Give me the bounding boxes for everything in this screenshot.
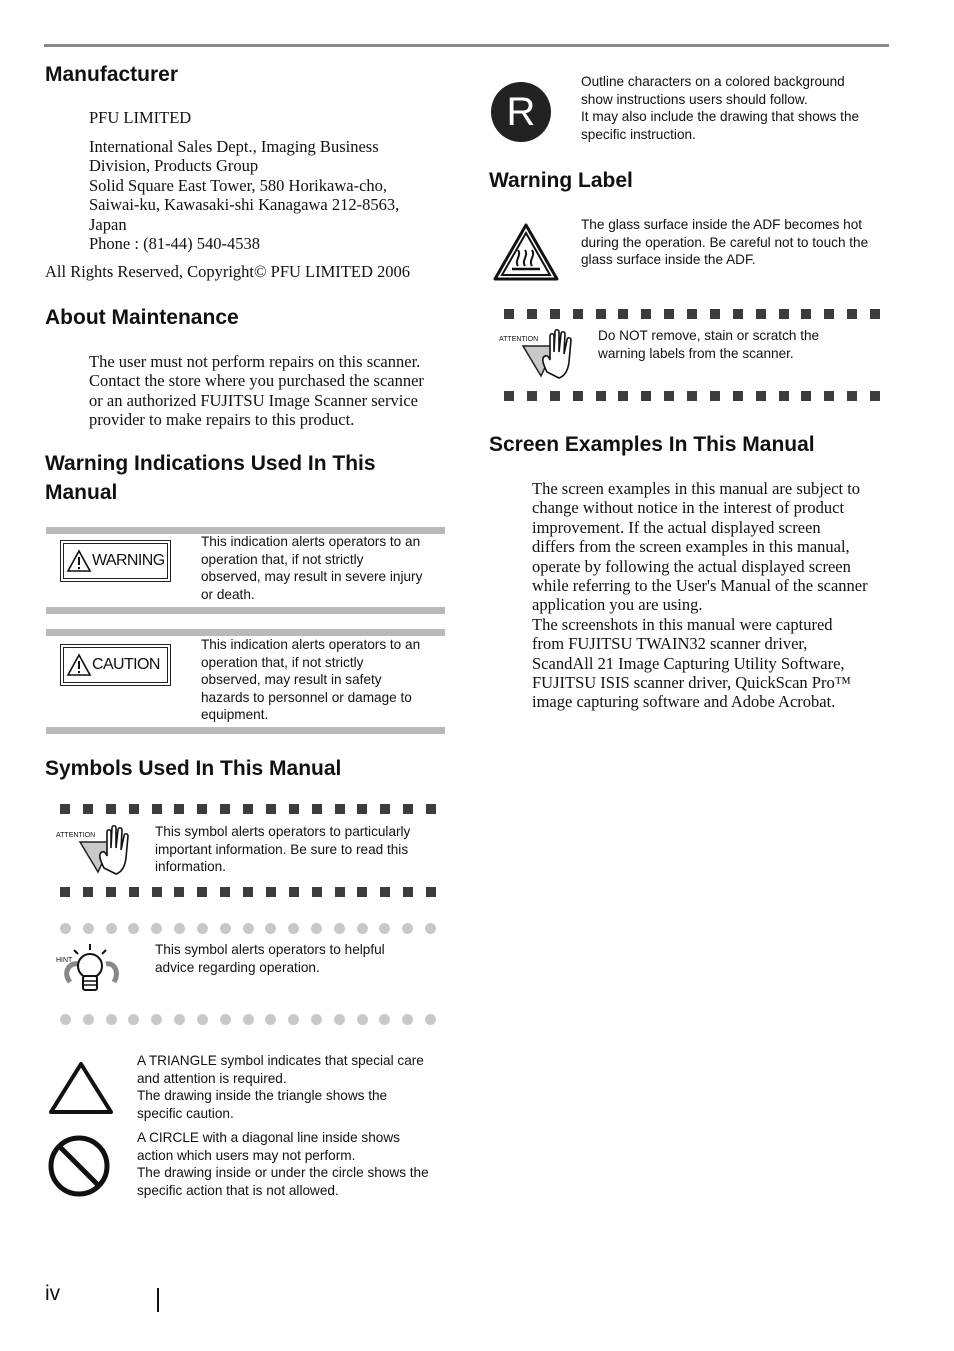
warning-label-heading: Warning Label xyxy=(489,169,633,192)
caution-label-box xyxy=(60,644,171,686)
address-line: International Sales Dept., Imaging Business xyxy=(89,137,379,156)
attention-icon-label: ATTENTION xyxy=(56,832,96,839)
manufacturer-address xyxy=(89,137,399,253)
hint-top-border xyxy=(60,923,436,934)
attention-icon-label: ATTENTION xyxy=(499,336,539,343)
hot-surface-description: The glass surface inside the ADF becomes hot during the operation. Be careful not to touch the glass surface inside the ADF. xyxy=(581,217,869,268)
address-phone: Phone : (81-44) 540-4538 xyxy=(89,234,260,254)
r-symbol-description: Outline characters on a colored background show instructions users should follow. It may also include the drawing that shows the specific instruction. xyxy=(581,74,860,142)
maintenance-line: Contact the store where you purchased the scanner xyxy=(89,371,424,391)
address-line: Saiwai-ku, Kawasaki-shi Kanagawa 212-8563, xyxy=(89,195,400,215)
hint-bottom-border xyxy=(60,1014,436,1025)
maintenance-line: provider to make repairs to this product. xyxy=(89,410,355,430)
company-name: PFU LIMITED xyxy=(89,108,192,127)
warning-bottom-bar xyxy=(46,607,445,614)
symbols-heading: Symbols Used In This Manual xyxy=(45,757,342,780)
caution-label: CAUTION xyxy=(92,656,160,673)
warning-description: This indication alerts operators to an operation that, if not strictly observed, may result in severe injury or death. xyxy=(201,534,423,602)
manufacturer-heading: Manufacturer xyxy=(45,63,179,86)
screen-examples-text: The screen examples in this manual are subject to change without notice in the interest of product improvement. If the actual displayed screen differs from the screen examples in this manual, operate by following the actual displayed screen while referring to the User's Manual of the scanner application you are using. The screenshots in this manual were captured from FUJITSU TWAIN32 scanner driver, ScandAll 21 Image Capturing Utility Software, FUJITSU ISIS scanner driver, QuickScan Pro™ image capturing software and Adobe Acrobat. xyxy=(532,479,868,712)
page-number: iv xyxy=(45,1282,61,1305)
address-line: Japan xyxy=(89,214,127,234)
hint-icon-label: HINT xyxy=(56,957,73,964)
hot-surface-icon xyxy=(492,222,560,282)
circle-description: A CIRCLE with a diagonal line inside shows action which users may not perform. The drawing inside or under the circle shows the specific action that is not allowed. xyxy=(137,1130,429,1198)
top-rule xyxy=(44,44,889,47)
hint-bulb-icon xyxy=(62,942,122,1000)
caution-top-bar xyxy=(46,629,445,636)
label-attention-top-border xyxy=(504,309,880,319)
maintenance-heading: About Maintenance xyxy=(45,306,239,329)
hint-description: This symbol alerts operators to helpful advice regarding operation. xyxy=(155,942,385,975)
copyright: All Rights Reserved, Copyright© PFU LIMITED 2006 xyxy=(45,262,410,281)
triangle-description: A TRIANGLE symbol indicates that special care and attention is required. The drawing inside the triangle shows the specific caution. xyxy=(137,1053,424,1121)
prohibition-icon xyxy=(47,1134,111,1198)
warning-label: WARNING xyxy=(92,552,165,569)
address-line: Solid Square East Tower, 580 Horikawa-cho, xyxy=(89,175,388,195)
attention-hand-icon xyxy=(519,326,579,382)
address-line: Division, Products Group xyxy=(89,156,259,176)
attention-hand-icon xyxy=(76,822,136,878)
caution-description: This indication alerts operators to an operation that, if not strictly observed, may result in safety hazards to personnel or damage to equipment. xyxy=(201,637,421,723)
label-attention-description: Do NOT remove, stain or scratch the warning labels from the scanner. xyxy=(598,328,820,361)
r-instruction-icon: R xyxy=(491,82,551,142)
attention-top-border xyxy=(60,804,436,814)
screen-examples-heading: Screen Examples In This Manual xyxy=(489,433,815,456)
attention-bottom-border xyxy=(60,887,436,897)
maintenance-text xyxy=(89,352,424,430)
warning-triangle-icon xyxy=(66,653,92,677)
label-attention-bottom-border xyxy=(504,391,880,401)
warning-triangle-icon xyxy=(66,549,92,573)
warning-label-box xyxy=(60,540,171,582)
maintenance-line: The user must not perform repairs on this scanner. xyxy=(89,352,421,371)
attention-description: This symbol alerts operators to particularly important information. Be sure to read this information. xyxy=(155,824,411,875)
maintenance-line: or an authorized FUJITSU Image Scanner service xyxy=(89,390,418,410)
footer-divider xyxy=(157,1288,159,1312)
triangle-icon xyxy=(47,1060,115,1116)
warning-indications-heading: Warning Indications Used In This Manual xyxy=(45,452,376,504)
caution-bottom-bar xyxy=(46,727,445,734)
